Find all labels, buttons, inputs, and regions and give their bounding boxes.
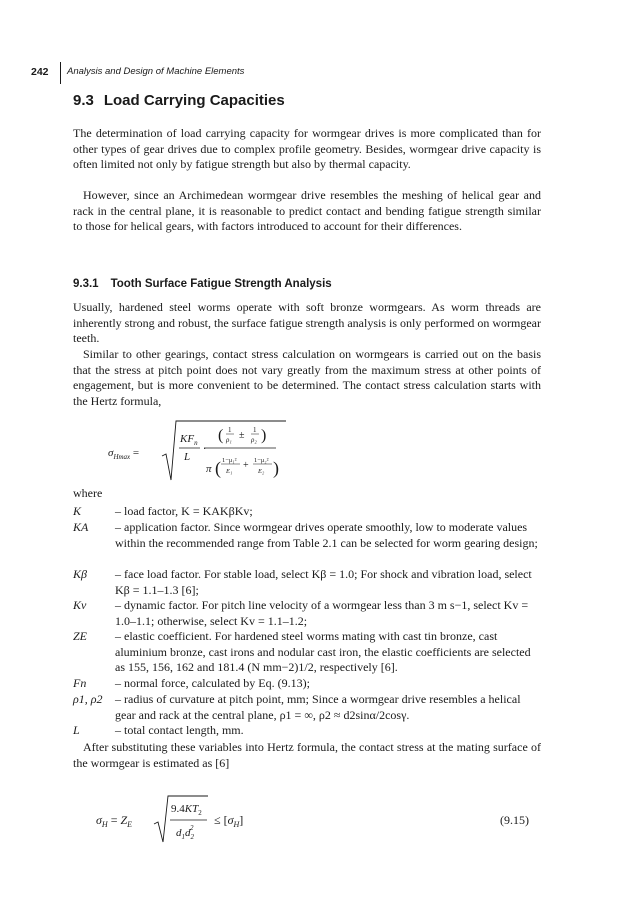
body-paragraph-2: Similar to other gearings, contact stress calculation on wormgears is carried out on the basis that the stress at pitch point does not vary greatly from the maximum stress at other points of engagement, but is more convenient to be determined. The contact stress calculation starts with the Hertz formula, — [73, 347, 541, 408]
svg-text:ρ₂: ρ₂ — [251, 436, 257, 444]
variable-symbol: Fn — [73, 676, 87, 690]
running-head — [31, 62, 591, 84]
svg-text:1: 1 — [228, 426, 232, 434]
variable-symbol: KA — [73, 520, 89, 534]
variable-description: – radius of curvature at pitch point, mm; Since a wormgear drive resembles a helical gear and rack at the central plane, ρ1 = ∞, ρ2 ≈ d2sinα/2cosγ. — [115, 692, 521, 722]
subsection-heading — [73, 278, 332, 290]
eq-lhs: $\sigma_H = Z_E$ — [96, 813, 133, 829]
svg-text:(: ( — [215, 458, 221, 478]
closing-paragraph: After substituting these variables into Hertz formula, the contact stress at the mating surface of the wormgear is estimated as [6] — [73, 740, 541, 770]
body-paragraph-1: Usually, hardened steel worms operate with soft bronze wormgears. As worm threads are inherently strong and robust, the surface fatigue strength analysis is only performed on wormgear teeth. — [73, 300, 541, 345]
svg-text:±: ± — [239, 430, 245, 441]
svg-text:ρ₁: ρ₁ — [226, 436, 232, 444]
svg-text:1−μ₂²: 1−μ₂² — [254, 457, 269, 464]
where-label: where — [73, 486, 103, 500]
svg-text:L: L — [184, 451, 191, 463]
variable-symbol: Kv — [73, 598, 87, 612]
eq-rhs: ≤ $[\sigma_H]$ — [214, 813, 244, 829]
intro-paragraph-2: However, since an Archimedean wormgear drive resembles the meshing of helical gear and rack in the central plane, it is reasonable to predict contact and bending fatigue strength similar to those for helical gears, with factors introduced to account for their differences. — [73, 188, 541, 233]
svg-text:E₂: E₂ — [258, 468, 265, 475]
svg-text:·: · — [203, 444, 207, 455]
running-title: Analysis and Design of Machine Elements — [67, 66, 245, 77]
subsection-title: Tooth Surface Fatigue Strength Analysis — [110, 278, 332, 290]
page-number: 242 — [31, 66, 49, 78]
subsection-number: 9.3.1 — [73, 278, 99, 290]
svg-text:(: ( — [218, 427, 224, 444]
section-heading — [73, 92, 285, 109]
svg-text:σHmax =: $\sigma_{Hmax}$ = — [108, 447, 140, 461]
svg-text:): ) — [273, 458, 279, 478]
variable-symbol: L — [73, 723, 80, 737]
svg-text:π: π — [206, 463, 212, 475]
hertz-equation — [100, 418, 320, 488]
variable-description: – normal force, calculated by Eq. (9.13); — [115, 676, 310, 690]
svg-text:): ) — [261, 427, 267, 444]
section-number: 9.3 — [73, 92, 94, 109]
svg-text:1: 1 — [253, 426, 257, 434]
eq-numerator: $9.4KT_2$ — [171, 803, 202, 817]
eq-denominator: $d_1d_22$ — [176, 824, 194, 841]
variable-description: – application factor. Since wormgear drives operate smoothly, low to moderate values within the recommended range from Table 2.1 can be selected for worm gearing design; — [115, 520, 538, 550]
section-title: Load Carrying Capacities — [103, 92, 285, 109]
variable-symbol: ZE — [73, 629, 88, 643]
variable-symbol: ρ1, ρ2 — [73, 692, 103, 706]
svg-text:KFn: $KF_n$ — [180, 433, 198, 447]
variable-description: – total contact length, mm. — [115, 723, 244, 737]
variable-description: – dynamic factor. For pitch line velocity of a wormgear less than 3 m s−1, select Kv = 1.0–1.1; otherwise, select Kv = 1.1–1.2; — [115, 598, 529, 628]
variable-symbol: Kβ — [73, 567, 87, 581]
equation-label: (9.15) — [500, 813, 529, 827]
variable-description: – elastic coefficient. For hardened steel worms mating with cast tin bronze, cast aluminium bronze, cast irons and nodular cast iron, the elastic coefficients are selected as 155, 156, 162 and 181.4 (N mm−2)1/2, respectively [6]. — [115, 629, 531, 674]
header-rule — [60, 62, 61, 84]
contact-stress-equation — [90, 790, 560, 850]
svg-text:1−μ₁²: 1−μ₁² — [222, 457, 237, 464]
svg-text:+: + — [243, 460, 249, 471]
variable-description: – face load factor. For stable load, select Kβ = 1.0; For shock and vibration load, select Kβ = 1.1–1.3 [6]; — [115, 567, 532, 597]
intro-paragraph-1: The determination of load carrying capacity for wormgear drives is more complicated than for other types of gear drives due to complex profile geometry. Besides, wormgear drive capacity is often limited not only by fatigue strength but also by thermal capacity. — [73, 126, 541, 171]
svg-text:E₁: E₁ — [226, 468, 233, 475]
variable-symbol: K — [73, 504, 82, 518]
variable-description: – load factor, K = KAKβKv; — [115, 504, 253, 518]
